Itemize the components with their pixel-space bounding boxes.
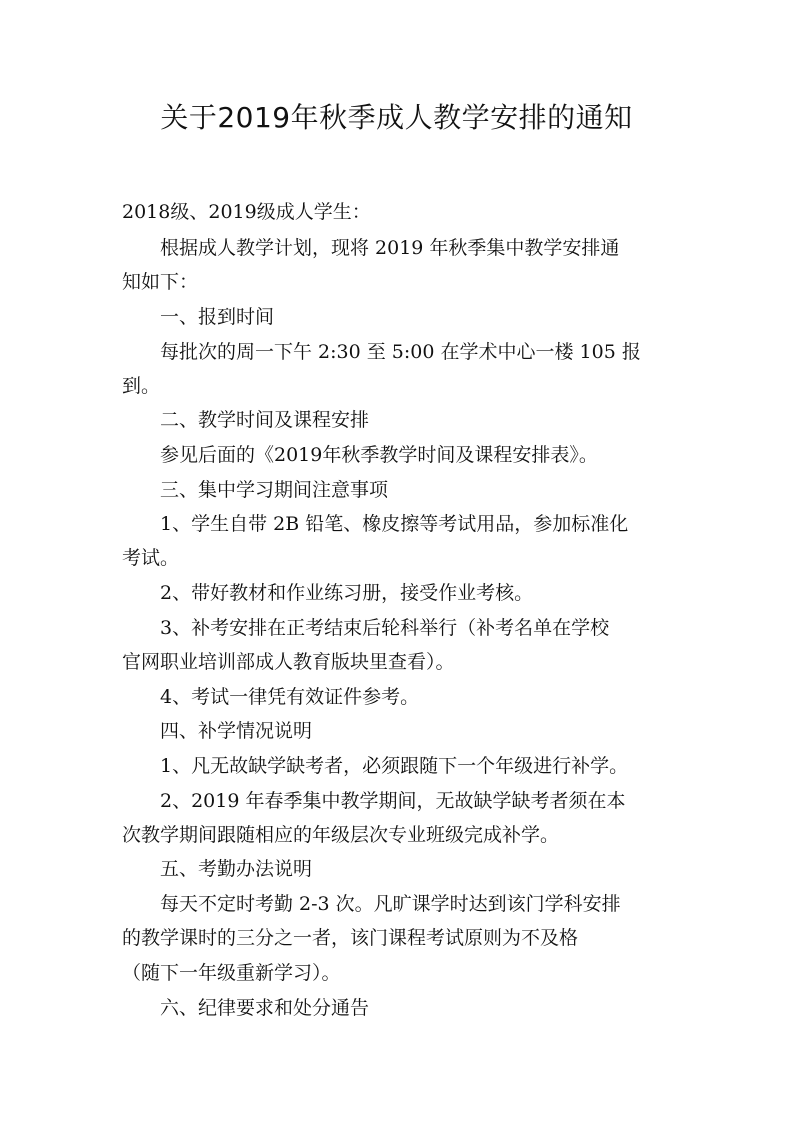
registration-paragraph-line-2: 到。: [122, 375, 161, 397]
notes-item-3-line-2: 官网职业培训部成人教育版块里查看）。: [122, 651, 455, 673]
document-title: 关于2019年秋季成人教学安排的通知: [160, 101, 633, 134]
notes-item-3-line-1: 3、补考安排在正考结束后轮科举行（补考名单在学校: [160, 617, 610, 639]
attendance-paragraph-line-2: 的教学课时的三分之一者，该门课程考试原则为不及格: [122, 927, 579, 949]
notes-item-2: 2、带好教材和作业练习册，接受作业考核。: [160, 582, 534, 604]
makeup-item-2-line-1: 2、2019 年春季集中教学期间，无故缺学缺考者须在本: [160, 790, 626, 812]
section-heading-notes: 三、集中学习期间注意事项: [160, 479, 389, 501]
section-heading-makeup: 四、补学情况说明: [160, 720, 313, 742]
section-heading-registration: 一、报到时间: [160, 306, 275, 328]
makeup-item-2-line-2: 次教学期间跟随相应的年级层次专业班级完成补学。: [122, 824, 560, 846]
attendance-paragraph-line-1: 每天不定时考勤 2-3 次。凡旷课学时达到该门学科安排: [160, 893, 621, 915]
section-heading-schedule: 二、教学时间及课程安排: [160, 409, 370, 431]
schedule-paragraph: 参见后面的《2019年秋季教学时间及课程安排表》。: [160, 444, 598, 466]
makeup-item-1: 1、凡无故缺学缺考者，必须跟随下一个年级进行补学。: [160, 755, 629, 777]
intro-paragraph-line-1: 根据成人教学计划，现将 2019 年秋季集中教学安排通: [160, 237, 620, 259]
salutation: 2018级、2019级成人学生：: [122, 201, 371, 223]
registration-paragraph-line-1: 每批次的周一下午 2:30 至 5:00 在学术中心一楼 105 报: [160, 341, 641, 363]
notes-item-1-line-2: 考试。: [122, 547, 180, 569]
section-heading-attendance: 五、考勤办法说明: [160, 858, 313, 880]
notes-item-1-line-1: 1、学生自带 2B 铅笔、橡皮擦等考试用品，参加标准化: [160, 513, 629, 535]
attendance-paragraph-line-3: （随下一年级重新学习）。: [122, 962, 341, 984]
intro-paragraph-line-2: 知如下：: [122, 271, 199, 293]
section-heading-discipline: 六、纪律要求和处分通告: [160, 997, 370, 1019]
notes-item-4: 4、考试一律凭有效证件参考。: [160, 686, 420, 708]
